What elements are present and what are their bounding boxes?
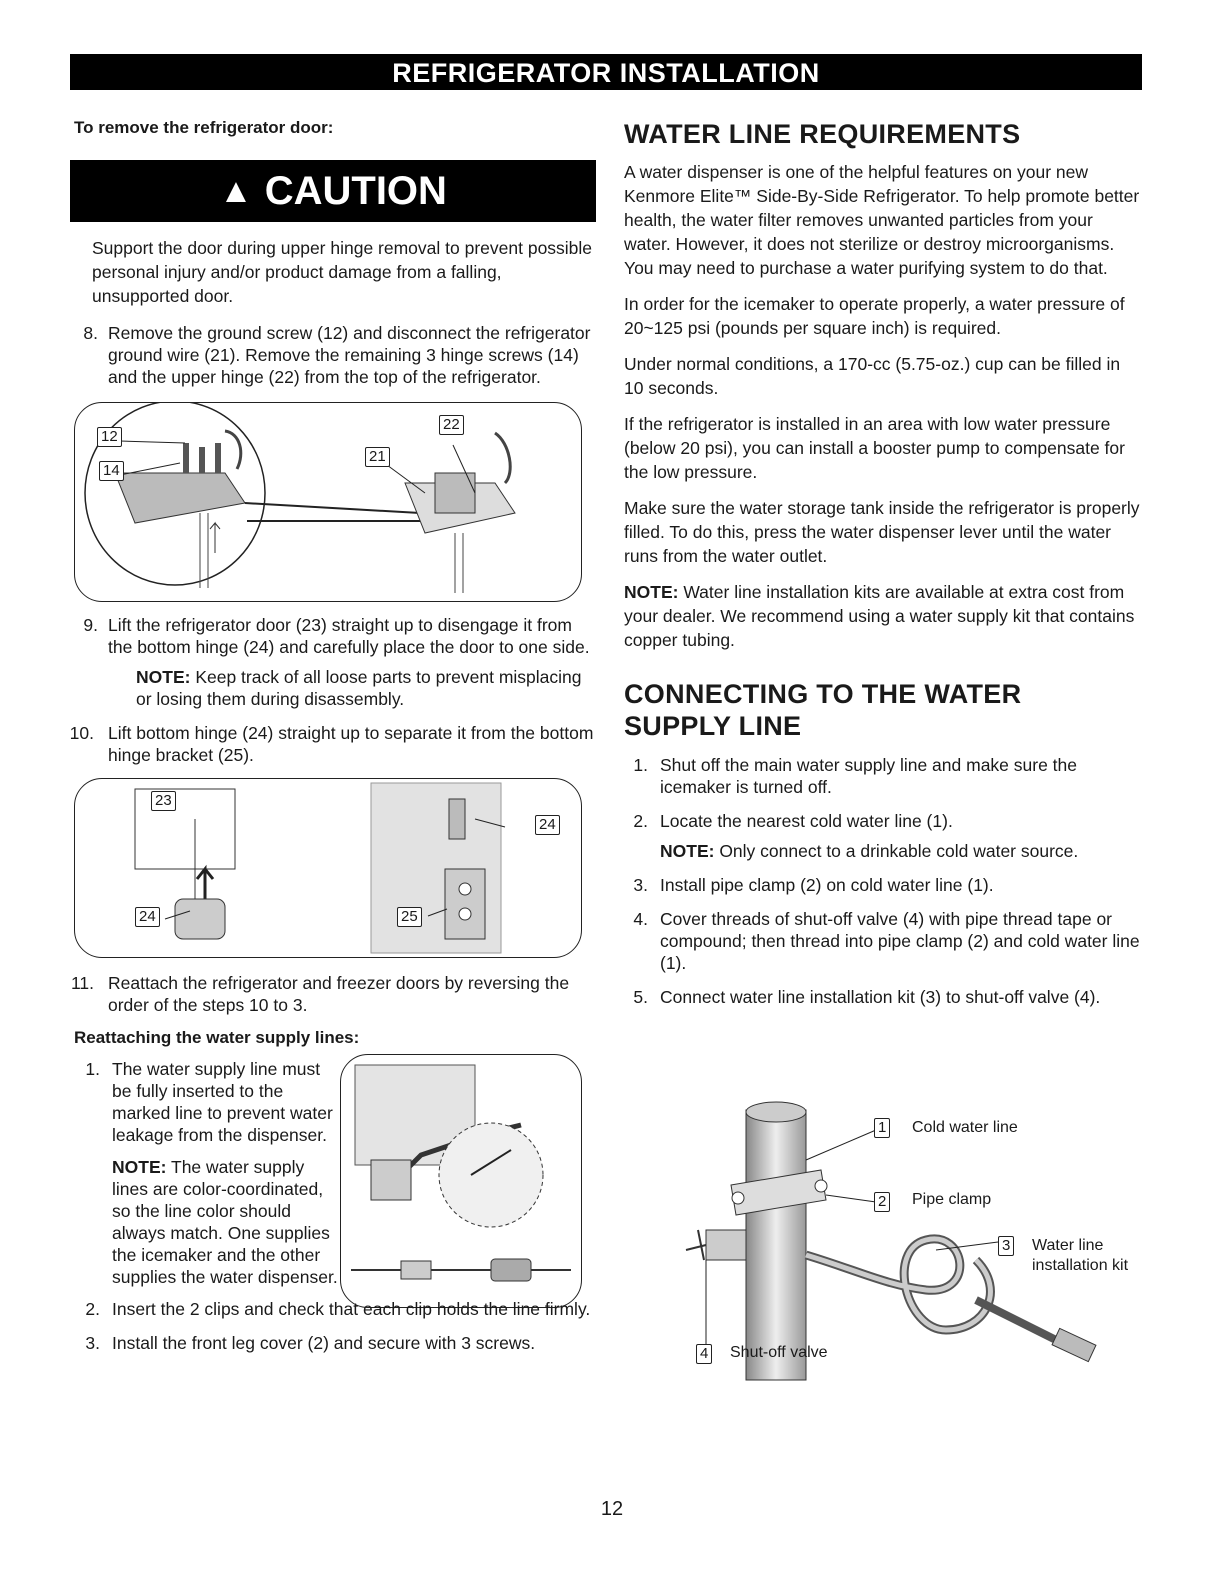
caution-label: CAUTION [264, 168, 447, 213]
step-8 [74, 322, 594, 388]
paragraph-1: A water dispenser is one of the helpful features on your new Kenmore Elite™ Side-By-Side Refrigerator. To help promote better health, the water filter removes unwanted particles from your water. However, it does not sterilize or destroy microorganisms. You may need to purchase a water purifying system to do that. [624, 162, 1140, 278]
connect-step-2 [624, 810, 1144, 832]
callout-12: 12 [97, 427, 122, 447]
reattach-note-text: The water supply lines are color-coordinated, so the line color should always match. One supplies the icemaker and the other supplies the water dispenser. [112, 1157, 338, 1287]
step-9-number: 9. [83, 615, 98, 635]
reattach-step-2-number: 2. [85, 1299, 100, 1319]
kit-note-text: Water line installation kits are available at extra cost from your dealer. We recommend using a water supply kit that contains copper tubing. [624, 582, 1135, 650]
water-lines-figure [340, 1054, 582, 1308]
reattach-step-1-number: 1. [85, 1059, 100, 1079]
reattach-note-label: NOTE: [112, 1157, 167, 1177]
step-10 [69, 722, 594, 766]
caution-box [70, 160, 596, 222]
paragraph-5: Make sure the water storage tank inside the refrigerator is properly filled. To do this, press the water dispenser lever until the water runs from the water outlet. [624, 498, 1140, 566]
connect-step-2-text: Locate the nearest cold water line (1). [660, 811, 953, 831]
note-9 [74, 666, 594, 710]
cold-water-line-label: Cold water line [912, 1119, 1018, 1136]
reattach-step-1-text: The water supply line must be fully inserted to the marked line to prevent water leakage from the dispenser. [112, 1059, 333, 1145]
connect-step-1-number: 1. [633, 755, 648, 775]
step-10-text: Lift bottom hinge (24) straight up to separate it from the bottom hinge bracket (25). [108, 723, 594, 765]
connect-step-3 [624, 874, 1144, 896]
connect-step-4 [624, 908, 1144, 974]
callout-1: 1 [874, 1118, 890, 1138]
step-10-number: 10. [69, 723, 94, 743]
water-line-requirements-heading: WATER LINE REQUIREMENTS [624, 119, 1021, 149]
reattach-step-3 [74, 1332, 594, 1354]
callout-3: 3 [998, 1236, 1014, 1256]
warning-triangle-icon: ▲ [219, 171, 253, 210]
connect-step-4-number: 4. [633, 909, 648, 929]
connecting-heading-line-1: CONNECTING TO THE WATER [624, 679, 1022, 709]
connecting-heading-line-2: SUPPLY LINE [624, 711, 802, 741]
paragraph-4: If the refrigerator is installed in an area with low water pressure (below 20 psi), you can install a booster pump to compensate for the low pressure. [624, 414, 1125, 482]
reattach-step-1 [74, 1058, 342, 1146]
pipe-clamp-label: Pipe clamp [912, 1191, 992, 1208]
water-line-kit-label-2: installation kit [1032, 1257, 1129, 1274]
reattach-step-3-text: Install the front leg cover (2) and secure with 3 screws. [112, 1333, 536, 1353]
connect-step-1-text: Shut off the main water supply line and make sure the icemaker is turned off. [660, 755, 1078, 797]
connecting-heading [624, 678, 1144, 742]
callout-14: 14 [99, 461, 124, 481]
step-11 [70, 972, 594, 1016]
step-11-text: Reattach the refrigerator and freezer doors by reversing the order of the steps 10 to 3. [108, 973, 570, 1015]
step-9 [74, 614, 594, 658]
reattach-step-2-text: Insert the 2 clips and check that each clip holds the line firmly. [112, 1299, 591, 1319]
connect-step-1 [624, 754, 1144, 798]
upper-hinge-figure [74, 402, 582, 602]
water-lines-illustration [341, 1055, 581, 1307]
callout-23: 23 [151, 791, 176, 811]
connect-step-5 [624, 986, 1144, 1008]
callout-2: 2 [874, 1192, 890, 1212]
callout-21: 21 [365, 447, 390, 467]
step-8-text: Remove the ground screw (12) and disconnect the refrigerator ground wire (21). Remove the remaining 3 hinge screws (14) and the upper hinge (22) from the top of the refrigerator. [108, 323, 591, 387]
left-column [69, 118, 594, 1366]
caution-text: Support the door during upper hinge removal to prevent possible personal injury and/or product damage from a falling, unsupported door. [92, 238, 593, 306]
connect-note-label: NOTE: [660, 841, 715, 861]
step-11-number: 11. [70, 973, 94, 993]
note-9-text: Keep track of all loose parts to prevent misplacing or losing them during disassembly. [136, 667, 582, 709]
note-9-label: NOTE: [136, 667, 191, 687]
callout-25: 25 [397, 907, 422, 927]
step-8-number: 8. [83, 323, 98, 343]
reattach-section [74, 1058, 594, 1354]
connect-step-3-text: Install pipe clamp (2) on cold water line (1). [660, 875, 994, 895]
callout-24-top: 24 [535, 815, 560, 835]
connect-note-text: Only connect to a drinkable cold water source. [714, 841, 1079, 861]
page-number: 12 [600, 1498, 624, 1520]
reattach-step-3-number: 3. [85, 1333, 100, 1353]
connect-step-5-text: Connect water line installation kit (3) to shut-off valve (4). [660, 987, 1101, 1007]
right-column [624, 118, 1144, 1020]
connect-step-4-text: Cover threads of shut-off valve (4) with pipe thread tape or compound; then thread into pipe clamp (2) and cold water line (1). [660, 909, 1140, 973]
connect-step-2-number: 2. [633, 811, 648, 831]
bottom-hinge-figure [74, 778, 582, 958]
kit-note [624, 580, 1144, 652]
connect-step-5-number: 5. [633, 987, 648, 1007]
callout-4: 4 [696, 1344, 712, 1364]
reattach-step-2 [74, 1298, 594, 1320]
callout-24-bottom: 24 [135, 907, 160, 927]
paragraph-2: In order for the icemaker to operate properly, a water pressure of 20~125 psi (pounds per square inch) is required. [624, 294, 1125, 338]
paragraph-3: Under normal conditions, a 170-cc (5.75-oz.) cup can be filled in 10 seconds. [624, 354, 1121, 398]
water-line-kit-label-1: Water line [1032, 1237, 1104, 1254]
reattach-note [74, 1156, 344, 1288]
upper-hinge-illustration [75, 403, 581, 601]
reattach-subheading: Reattaching the water supply lines: [74, 1028, 360, 1047]
section-banner: REFRIGERATOR INSTALLATION [70, 54, 1142, 90]
water-line-figure [676, 1100, 1146, 1400]
remove-door-subheading: To remove the refrigerator door: [74, 118, 334, 137]
callout-22: 22 [439, 415, 464, 435]
connect-note [624, 840, 1144, 862]
step-9-text: Lift the refrigerator door (23) straight up to disengage it from the bottom hinge (24) and carefully place the door to one side. [108, 615, 590, 657]
kit-note-label: NOTE: [624, 582, 679, 602]
connect-step-3-number: 3. [633, 875, 648, 895]
shut-off-valve-label: Shut-off valve [730, 1344, 828, 1361]
